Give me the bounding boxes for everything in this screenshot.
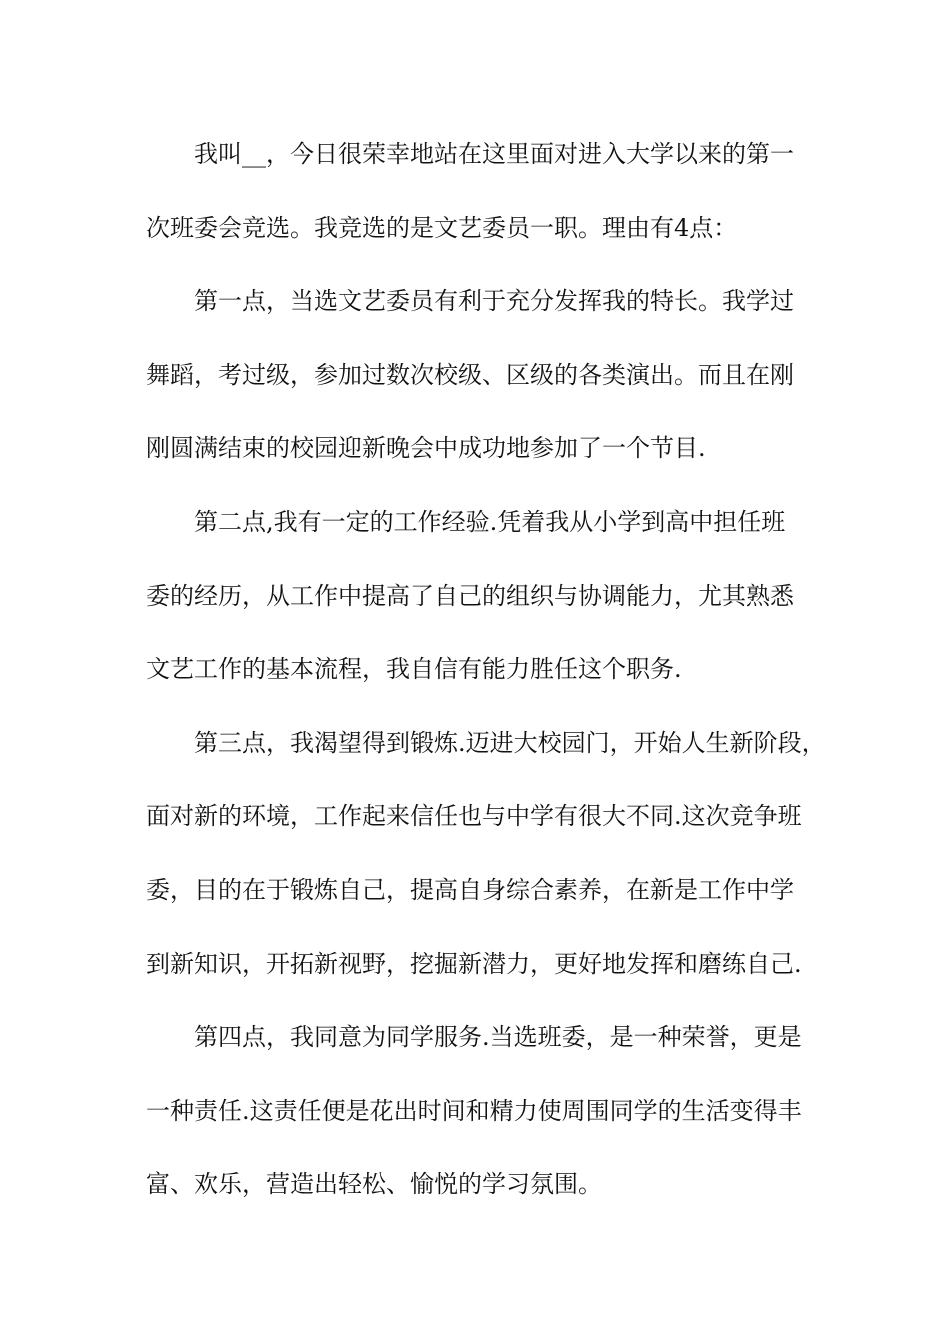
text-line-15: 富、欢乐，营造出轻松、愉悦的学习氛围。	[146, 1170, 602, 1199]
text-line-12: 到新知识，开拓新视野，挖掘新潜力，更好地发挥和磨练自己.	[146, 949, 802, 978]
text-line-4: 舞蹈，考过级，参加过数次校级、区级的各类演出。而且在刚	[146, 360, 794, 389]
text-line-9: 第三点，我渴望得到锻炼.迈进大校园门，开始人生新阶段，	[194, 728, 826, 757]
text-line-8: 文艺工作的基本流程，我自信有能力胜任这个职务.	[146, 655, 682, 684]
text-line-3: 第一点，当选文艺委员有利于充分发挥我的特长。我学过	[194, 287, 794, 316]
text-line-5: 刚圆满结束的校园迎新晚会中成功地参加了一个节目.	[146, 434, 706, 463]
speech-text	[146, 130, 826, 1234]
text-line-10: 面对新的环境，工作起来信任也与中学有很大不同.这次竞争班	[146, 802, 802, 831]
text-line-7: 委的经历，从工作中提高了自己的组织与协调能力，尤其熟悉	[146, 581, 794, 610]
text-line-2: 次班委会竞选。我竞选的是文艺委员一职。理由有4点：	[146, 213, 738, 242]
text-line-13: 第四点，我同意为同学服务.当选班委，是一种荣誉，更是	[194, 1023, 802, 1052]
text-line-6: 第二点,我有一定的工作经验.凭着我从小学到高中担任班	[194, 507, 786, 536]
text-line-14: 一种责任.这责任便是花出时间和精力使周围同学的生活变得丰	[146, 1096, 802, 1125]
text-line-1: 我叫__，今日很荣幸地站在这里面对进入大学以来的第一	[194, 140, 794, 168]
text-line-11: 委，目的在于锻炼自己，提高自身综合素养，在新是工作中学	[146, 875, 794, 904]
